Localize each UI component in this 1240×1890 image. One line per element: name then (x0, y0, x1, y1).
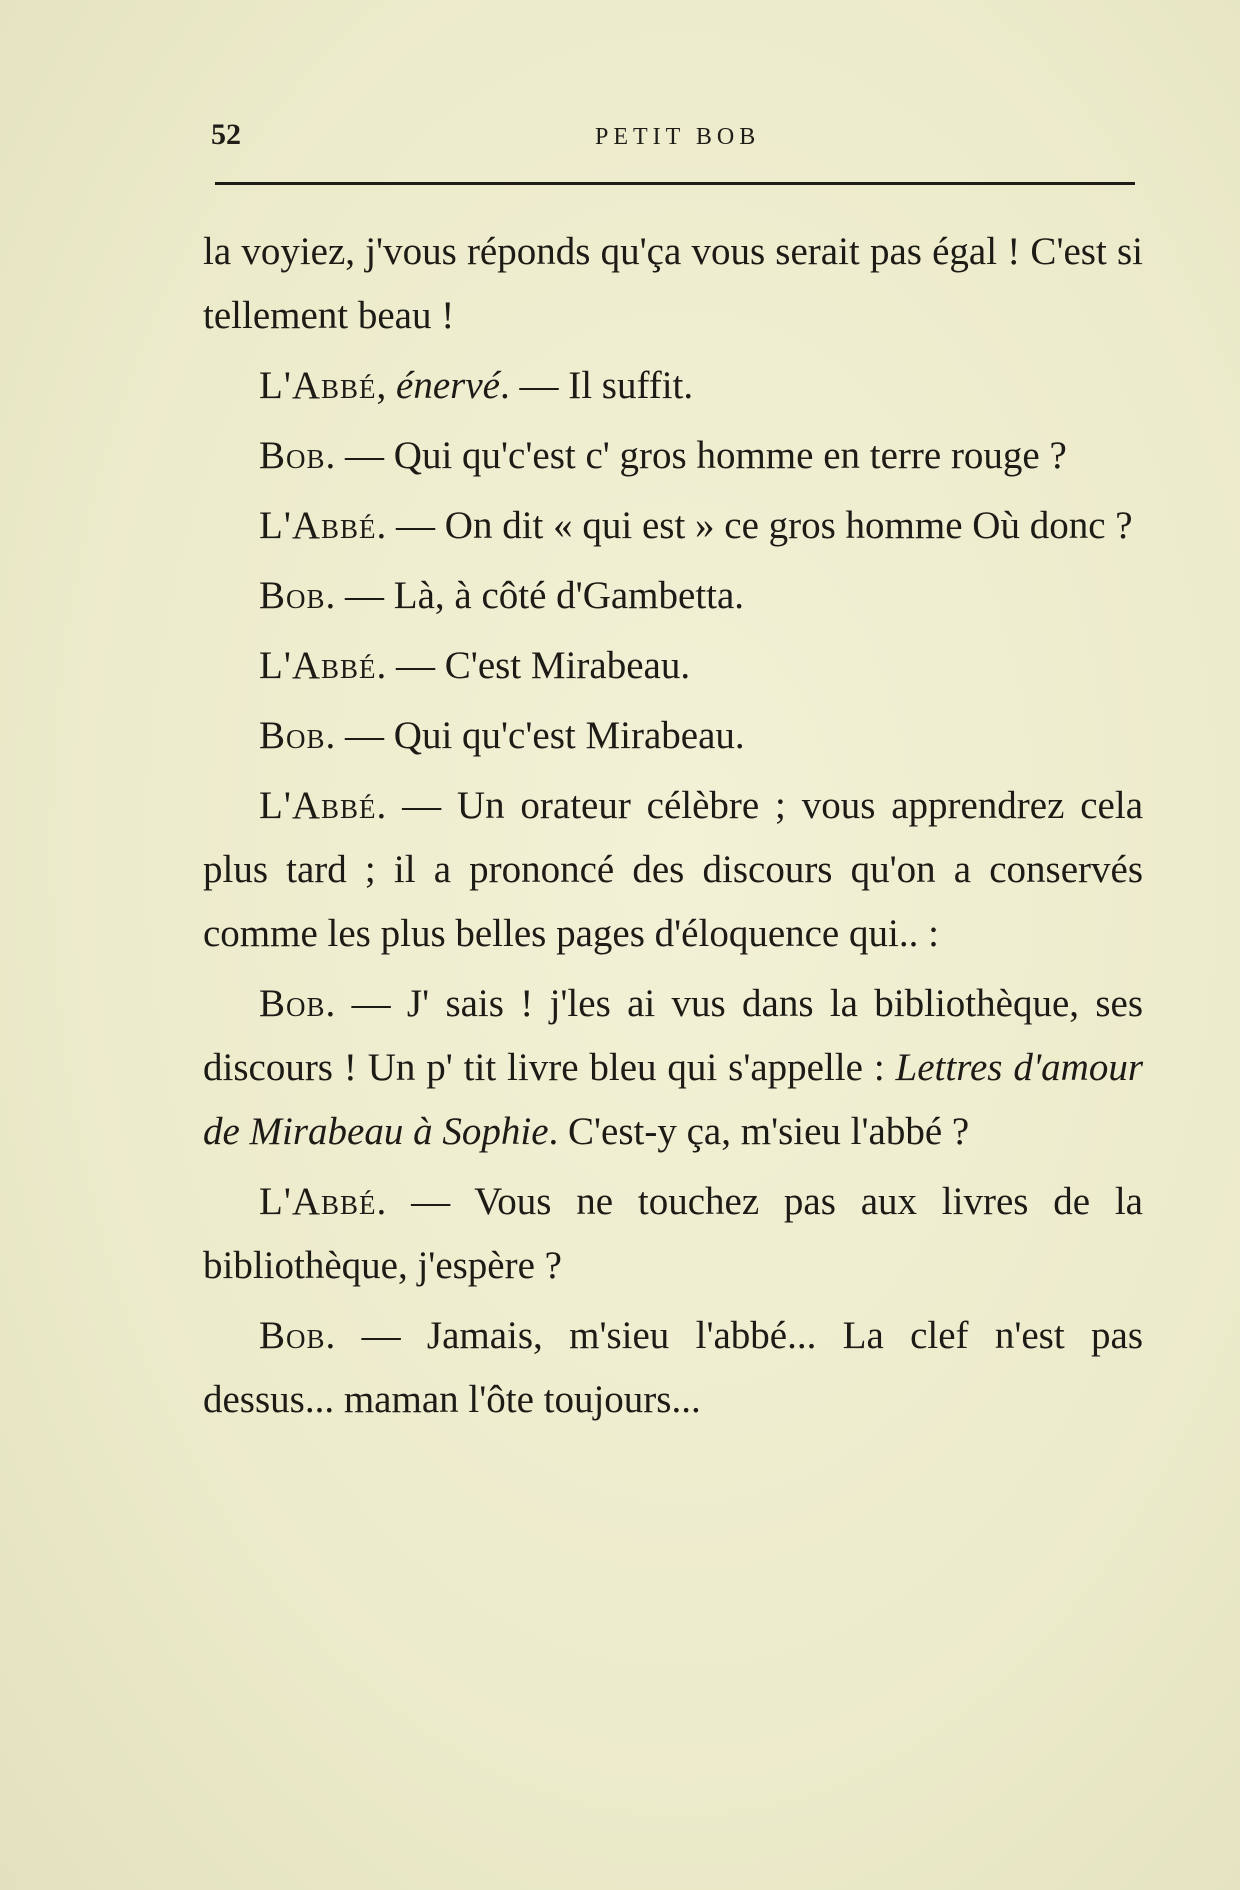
paragraph: Bob. — Qui qu'c'est c' gros homme en terre rouge ? (259, 434, 1067, 477)
speaker-name: L'Abbé (259, 784, 377, 827)
speaker-name: L'Abbé (259, 364, 377, 407)
paragraph: L'Abbé. — Un orateur célèbre ; vous apprendrez cela plus tard ; il a prononcé des discours qu'on a conservés comme les plus belles pages d'éloquence qui.. : (203, 784, 1144, 955)
paragraph: la voyiez, j'vous réponds qu'ça vous serait pas égal ! C'est si tellement beau ! (203, 230, 1143, 337)
paragraph: Bob. — Qui qu'c'est Mirabeau. (259, 714, 745, 757)
speaker-name: Bob (259, 714, 326, 757)
speaker-name: L'Abbé (259, 1180, 377, 1223)
paragraph: L'Abbé, énervé. — Il suffit. (259, 364, 694, 407)
speaker-name: Bob (259, 574, 326, 617)
paragraph: L'Abbé. — Vous ne touchez pas aux livres de la bibliothèque, j'espère ? (203, 1180, 1143, 1287)
paragraph: Bob. — J' sais ! j'les ai vus dans la bibliothèque, ses discours ! Un p' tit livre bleu qui s'appelle : Lettres d'amour de Mirabeau à Sophie. C'est-y ça, m'sieu l'abbé ? (203, 982, 1143, 1153)
speaker-name: Bob (259, 982, 326, 1025)
paragraph: L'Abbé. — On dit « qui est » ce gros homme Où donc ? (259, 504, 1133, 547)
paragraph: Bob. — Là, à côté d'Gambetta. (259, 574, 745, 617)
speaker-name: Bob (259, 434, 326, 477)
speaker-name: L'Abbé (259, 504, 377, 547)
page-header (205, 118, 1135, 168)
running-title: PETIT BOB (595, 124, 761, 150)
speaker-name: L'Abbé (259, 644, 377, 687)
header-rule (215, 182, 1135, 185)
body-text (203, 220, 1143, 1438)
stage-direction: énervé (396, 364, 500, 407)
speaker-name: Bob (259, 1314, 326, 1357)
paragraph: L'Abbé. — C'est Mirabeau. (259, 644, 691, 687)
paragraph: Bob. — Jamais, m'sieu l'abbé... La clef n'est pas dessus... maman l'ôte toujours... (203, 1314, 1143, 1421)
page-number: 52 (211, 118, 241, 151)
book-title: Lettres d'amour de Mirabeau à Sophie (203, 1046, 1143, 1153)
